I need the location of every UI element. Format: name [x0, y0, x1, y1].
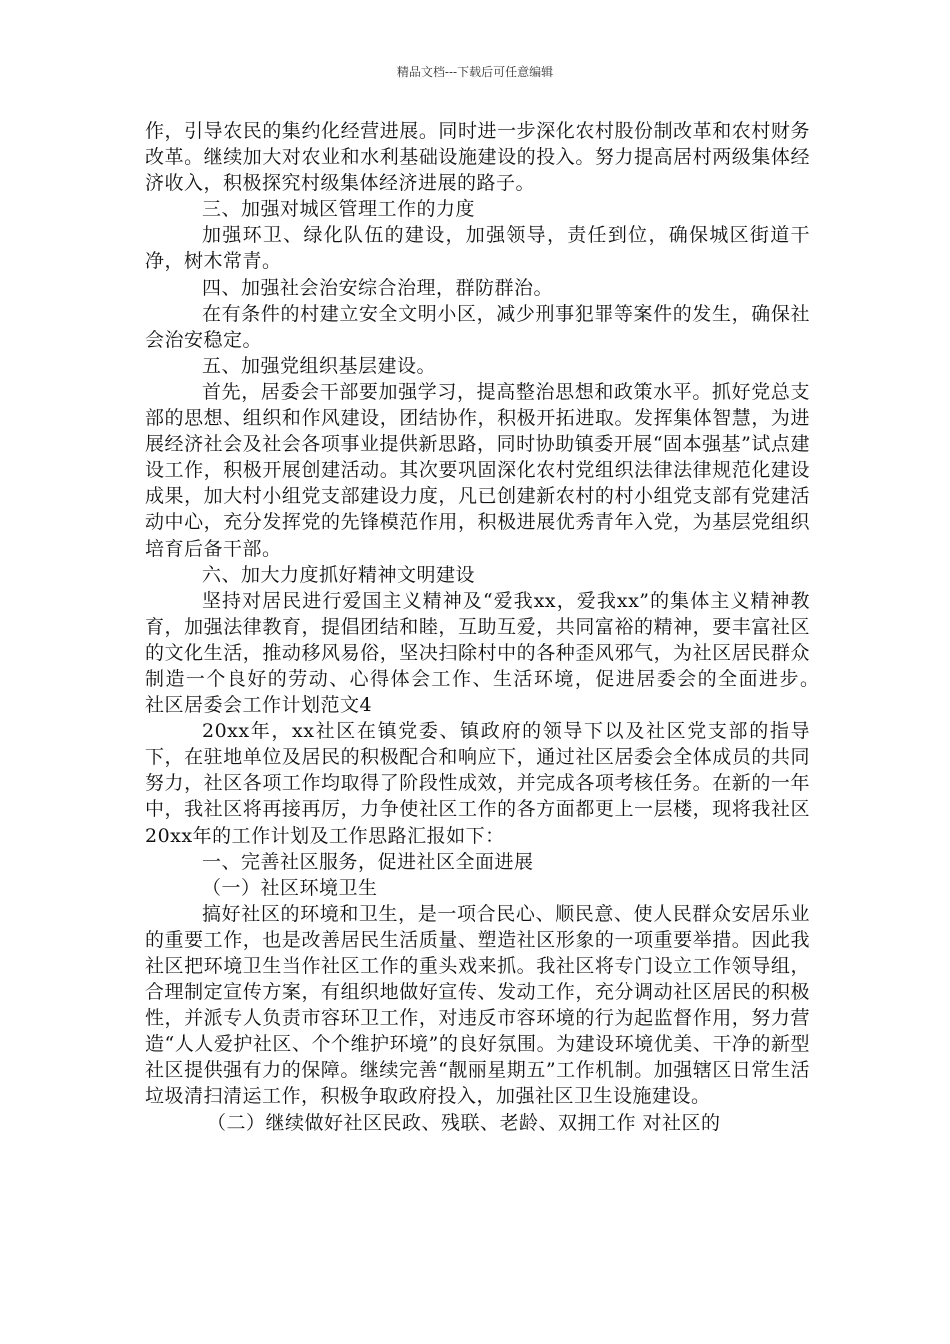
paragraph-2: 加强环卫、绿化队伍的建设，加强领导，责任到位，确保城区街道干净，树木常青。: [145, 224, 810, 273]
subsection-heading-1: （一）社区环境卫生: [202, 876, 378, 899]
paragraph-6: 20xx年，xx社区在镇党委、镇政府的领导下以及社区党支部的指导下，在驻地单位及居民的积极配合和响应下，通过社区居委会全体成员的共同努力，社区各项工作均取得了阶段性成效，并完成各项考核任务。在新的一年中，我社区将再接再厉，力争使社区工作的各方面都更上一层楼，现将我社区20xx年的工作计划及工作思路汇报如下：: [145, 720, 810, 847]
section-heading-4: 四、加强社会治安综合治理，群防群治。: [202, 276, 554, 299]
section-heading-5: 五、加强党组织基层建设。: [202, 354, 437, 377]
section-heading-1: 一、完善社区服务，促进社区全面进展: [202, 850, 534, 873]
paragraph-7: 搞好社区的环境和卫生，是一项合民心、顺民意、使人民群众安居乐业的重要工作，也是改善居民生活质量、塑造社区形象的一项重要举措。因此我社区把环境卫生当作社区工作的重头戏来抓。我社区将专门设立工作领导组，合理制定宣传方案，有组织地做好宣传、发动工作，充分调动社区居民的积极性，并派专人负责市容环卫工作，对违反市容环境的行为起监督作用，努力营造“人人爱护社区、个个维护环境”的良好氛围。为建设环境优美、干净的新型社区提供强有力的保障。继续完善“靓丽星期五”工作机制。加强辖区日常生活垃圾清扫清运工作，积极争取政府投入，加强社区卫生设施建设。: [145, 902, 810, 1108]
section-heading-3: 三、加强对城区管理工作的力度: [202, 198, 476, 221]
document-body: [145, 118, 850, 1136]
subsection-heading-2: （二）继续做好社区民政、残联、老龄、双拥工作 对社区的: [207, 1111, 721, 1134]
section-heading-6: 六、加大力度抓好精神文明建设: [202, 563, 476, 586]
paragraph-4: 首先，居委会干部要加强学习，提高整治思想和政策水平。抓好党总支部的思想、组织和作风建设，团结协作，积极开拓进取。发挥集体智慧，为进展经济社会及社会各项事业提供新思路，同时协助镇委开展“固本强基”试点建设工作，积极开展创建活动。其次要巩固深化农村党组织法律法律规范化建设成果，加大村小组党支部建设力度，凡已创建新农村的村小组党支部有党建活动中心，充分发挥党的先锋模范作用，积极进展优秀青年入党，为基层党组织培育后备干部。: [145, 380, 810, 560]
paragraph-1: 作，引导农民的集约化经营进展。同时进一步深化农村股份制改革和农村财务改革。继续加大对农业和水利基础设施建设的投入。努力提高居村两级集体经济收入，积极探究村级集体经济进展的路子。: [145, 120, 810, 195]
page-header: 精品文档---下载后可任意编辑: [396, 65, 554, 79]
paragraph-5: 坚持对居民进行爱国主义精神及“爱我xx，爱我xx”的集体主义精神教育，加强法律教育，提倡团结和睦，互助互爱，共同富裕的精神，要丰富社区的文化生活，推动移风易俗，坚决扫除村中的各种歪风邪气，为社区居民群众制造一个良好的劳动、心得体会工作、生活环境，促进居委会的全面进步。 社区居委会工作计划范文4: [145, 589, 850, 717]
paragraph-3: 在有条件的村建立安全文明小区，减少刑事犯罪等案件的发生，确保社会治安稳定。: [145, 302, 810, 351]
